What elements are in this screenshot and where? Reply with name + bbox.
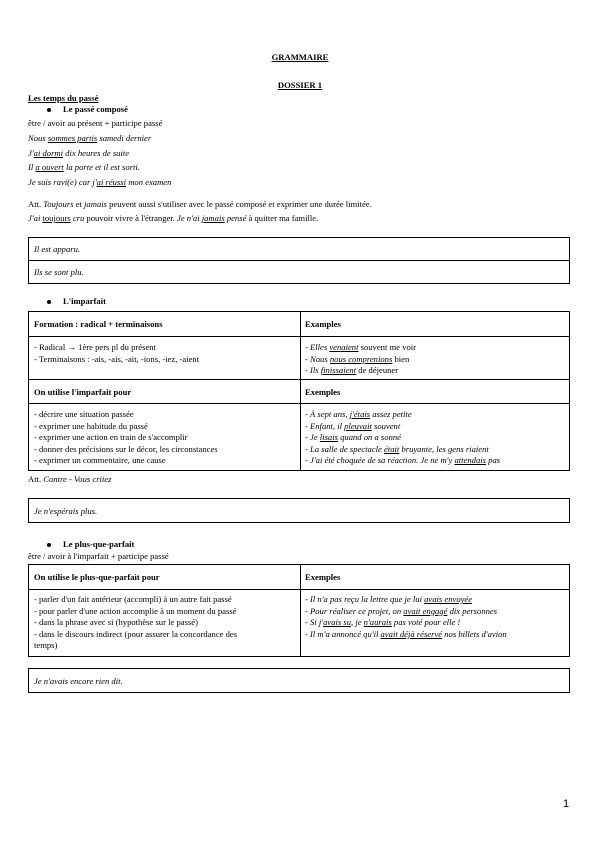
passe-compose-formula: être / avoir au présent + participe passé: [28, 118, 163, 128]
formation-examples: [305, 342, 416, 377]
text-run: mon examen: [126, 176, 172, 187]
text-run: Att.: [28, 199, 44, 209]
text-run: J': [28, 147, 34, 158]
list-item: - dans la phrase avec si (hypothèse sur le passé): [34, 617, 198, 627]
list-item: - pour parler d'une action accomplie à un moment du passé: [34, 605, 237, 616]
table-header: Exemples: [305, 572, 341, 582]
text-run: souvent me voir: [358, 342, 416, 352]
text-run: -: [305, 617, 311, 627]
exercise-box-pqp: [28, 668, 570, 693]
text-run: -: [305, 605, 311, 616]
example-line: [305, 617, 507, 629]
list-item: - donner des précisions sur le décor, les circonstances: [34, 443, 218, 454]
text-run: avais su: [323, 617, 352, 627]
text-run: avait déjà réservé: [380, 628, 443, 639]
text-run: Je suis ravi(e) car j': [28, 176, 97, 187]
text-run: -: [305, 443, 311, 454]
list-item: temps): [34, 640, 58, 650]
example-line: [305, 629, 507, 641]
text-run: -: [305, 420, 311, 431]
text-run: Je: [310, 432, 320, 442]
example-line: [305, 409, 500, 421]
text-run: J'ai été choquée de sa réaction. Je ne m'y: [310, 455, 455, 465]
text-run: Contre - Vous criiez: [43, 474, 112, 484]
dossier-title: DOSSIER 1: [277, 80, 323, 90]
bullet-icon: [47, 543, 51, 547]
example-line: [28, 175, 171, 190]
usage-list: [34, 409, 218, 467]
text-run: jamais: [84, 199, 107, 209]
example-line: [305, 432, 500, 444]
table-header: On utilise l'imparfait pour: [34, 387, 132, 397]
text-run: à quitter ma famille.: [246, 213, 319, 223]
text-run: avait engagé: [403, 605, 448, 616]
text-run: assez petite: [370, 409, 412, 419]
usage-list: [34, 594, 237, 652]
text-run: pouvoir vivre à l'étranger.: [84, 213, 177, 223]
text-run: Elles: [310, 342, 330, 352]
exercise-line[interactable]: Je n'espérais plus.: [34, 506, 98, 516]
text-run: j'étais: [349, 409, 371, 419]
text-run: J'ai: [28, 213, 43, 223]
text-run: -: [305, 409, 311, 419]
example-line: [28, 146, 171, 161]
usage-examples: [305, 409, 500, 467]
document-title: GRAMMAIRE: [271, 52, 329, 62]
text-run: -: [305, 628, 311, 639]
text-run: était: [384, 443, 400, 454]
text-run: -: [305, 342, 311, 352]
example-line: [305, 455, 500, 467]
exercise-box-imparfait: [28, 498, 570, 523]
text-run: Je n'ai: [177, 213, 202, 223]
passe-compose-note: [28, 199, 372, 210]
table-header: Examples: [305, 319, 341, 329]
pqp-examples: [305, 594, 507, 640]
list-item: - Terminaisons : -ais, -ais, -ait, -ions, -iez, -aient: [34, 353, 200, 364]
example-line: [28, 131, 171, 146]
example-line: [28, 160, 171, 175]
table-header: Formation : radical + terminaisons: [34, 319, 163, 329]
text-run: -: [305, 353, 311, 364]
imparfait-table: [28, 311, 570, 471]
exercise-line[interactable]: Ils se sont plu.: [34, 267, 84, 277]
text-run: À sept ans,: [310, 409, 350, 419]
pqp-formula: être / avoir à l'imparfait + participe passé: [28, 551, 169, 561]
text-run: pas voté pour elle !: [391, 617, 461, 627]
passe-compose-examples: [28, 131, 171, 189]
bullet-icon: [47, 108, 51, 112]
text-run: , je: [351, 617, 364, 627]
text-run: nous comprenions: [329, 353, 393, 364]
pqp-heading: Le plus-que-parfait: [63, 539, 135, 549]
list-item: - Radical → 1ère pers pl du présent: [34, 342, 156, 352]
text-run: n'aurais: [363, 617, 392, 627]
list-item: - exprimer une action en train de s'accomplir: [34, 432, 188, 442]
imparfait-heading: L'imparfait: [63, 296, 106, 306]
text-run: souvent: [371, 420, 401, 431]
text-run: Nous: [28, 133, 48, 143]
text-run: attendais: [454, 455, 486, 465]
example-line: [305, 444, 500, 456]
text-run: samedi dernier: [97, 133, 152, 143]
example-line: [305, 342, 416, 354]
text-run: La salle de spectacle: [310, 443, 384, 454]
table-header: Exemples: [305, 387, 341, 397]
text-run: peuvent aussi s'utiliser avec le passé composé et exprimer une durée limitée.: [106, 199, 372, 209]
text-run: pensé: [224, 213, 247, 223]
text-run: de déjeuner: [356, 365, 399, 375]
page-number: 1: [563, 798, 570, 810]
text-run: dix heures de suite: [63, 147, 130, 158]
text-run: toujours: [42, 213, 71, 223]
list-item: - dans le discours indirect (pour assurer la concordance des: [34, 628, 238, 639]
text-run: ai réussi: [96, 176, 127, 187]
exercise-box-passe-compose: [28, 237, 570, 284]
text-run: quand on a sonné: [337, 432, 401, 442]
example-line: [305, 606, 507, 618]
text-run: Nous: [310, 353, 330, 364]
pqp-table: [28, 564, 570, 657]
text-run: avais envoyée: [424, 594, 473, 604]
text-run: dix personnes: [447, 605, 498, 616]
text-run: bien: [392, 353, 410, 364]
text-run: Il: [28, 162, 36, 172]
text-run: jamais: [201, 213, 225, 223]
text-run: Ils: [310, 365, 321, 375]
imparfait-note: [28, 474, 111, 485]
list-item: - parler d'un fait antérieur (accompli) à un autre fait passé: [34, 594, 232, 604]
example-line: [305, 365, 416, 377]
text-run: cru: [70, 213, 85, 223]
list-item: - décrire une situation passée: [34, 409, 134, 419]
passe-compose-heading: Le passé composé: [63, 104, 128, 114]
text-run: venaient: [329, 342, 359, 352]
text-run: Enfant, il: [310, 420, 345, 431]
text-run: Pour réaliser ce projet, on: [310, 605, 404, 616]
table-header: On utilise le plus-que-parfait pour: [34, 572, 160, 582]
bullet-icon: [47, 300, 51, 304]
passe-compose-note-example: [28, 213, 318, 224]
example-line: [305, 354, 416, 366]
text-run: Toujours: [43, 199, 74, 209]
text-run: -: [305, 365, 311, 375]
text-run: sommes partis: [47, 133, 98, 143]
text-run: lisais: [319, 432, 338, 442]
text-run: -: [305, 432, 311, 442]
text-run: ai dormi: [33, 147, 64, 158]
text-run: Att.: [28, 474, 44, 484]
text-run: -: [305, 594, 311, 604]
exercise-line[interactable]: Il est apparu.: [34, 244, 81, 254]
list-item: - exprimer une habitude du passé: [34, 420, 148, 431]
text-run: et: [73, 199, 85, 209]
example-line: [305, 594, 507, 606]
formation-list: [34, 342, 199, 365]
text-run: -: [305, 455, 311, 465]
list-item: - exprimer un commentaire, une cause: [34, 455, 166, 465]
text-run: pleuvait: [344, 420, 372, 431]
text-run: finissaient: [320, 365, 357, 375]
text-run: Si j': [310, 617, 324, 627]
section-title: Les temps du passé: [28, 93, 99, 103]
example-line: [305, 421, 500, 433]
text-run: bruyante, les gens riaient: [399, 443, 489, 454]
text-run: Il m'a annoncé qu'il: [310, 628, 381, 639]
exercise-line[interactable]: Je n'avais encore rien dit.: [34, 676, 123, 686]
text-run: Il n'a pas reçu la lettre que je lui: [310, 594, 425, 604]
text-run: nos billets d'avion: [442, 628, 507, 639]
text-run: la porte et il est sorti.: [63, 162, 140, 172]
text-run: a ouvert: [35, 162, 64, 172]
text-run: pas: [486, 455, 501, 465]
